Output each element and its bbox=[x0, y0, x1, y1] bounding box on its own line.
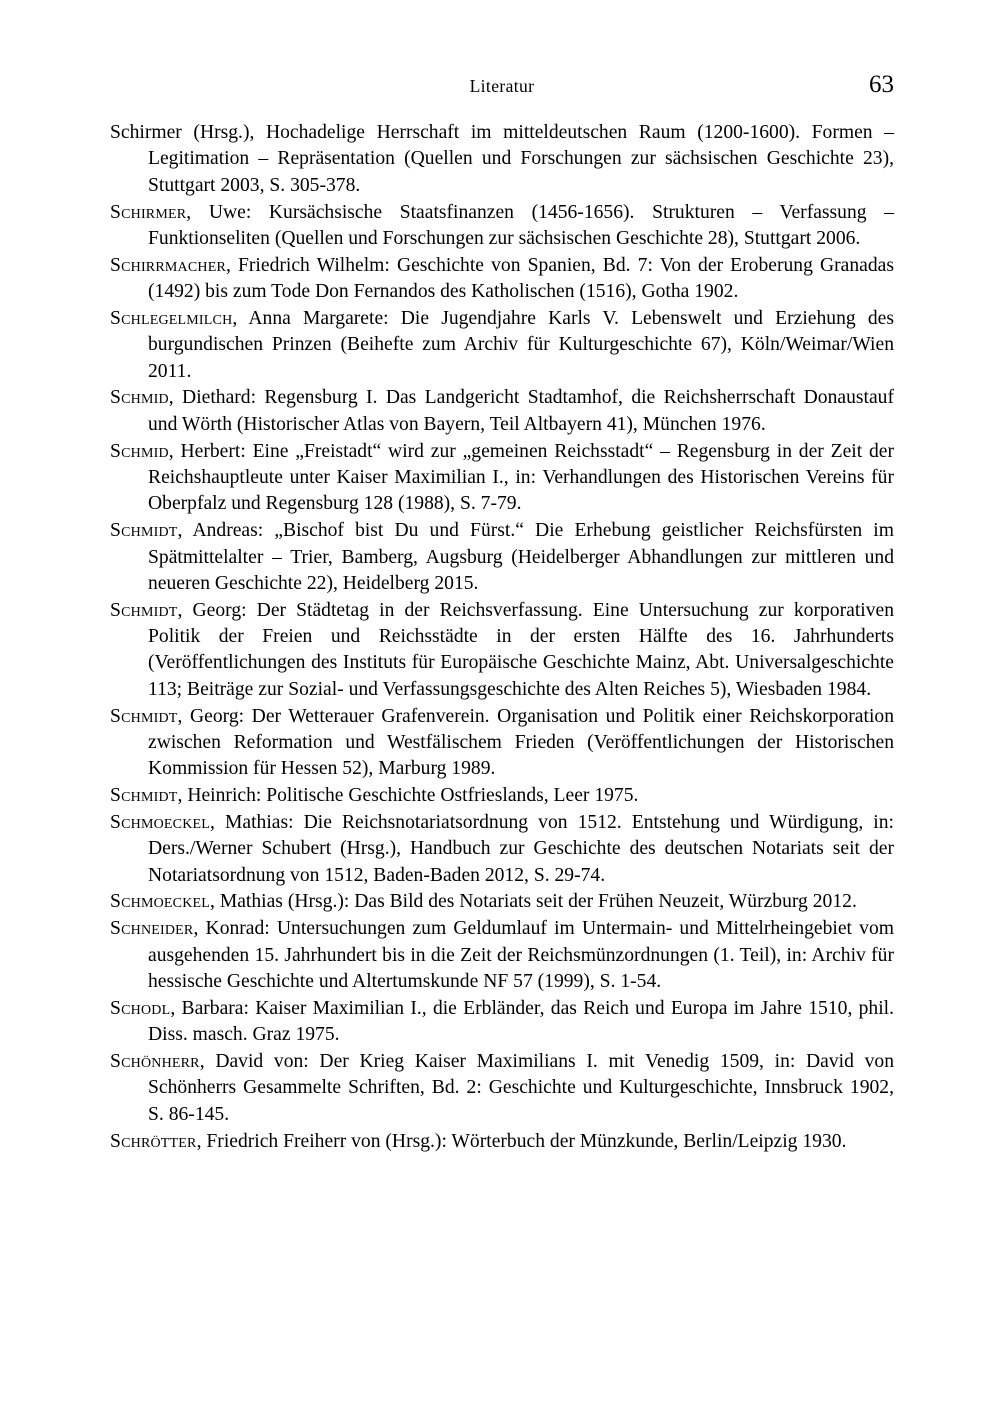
entry-text: , Friedrich Wilhelm: Geschichte von Spanien, Bd. 7: Von der Eroberung Granadas (1492) bis zum Tode Don Fernandos des Katholischen (1516), Gotha 1902. bbox=[148, 254, 894, 303]
bibliography-entry bbox=[110, 1049, 894, 1128]
page-header bbox=[110, 71, 894, 106]
bibliography-entry bbox=[110, 120, 894, 199]
bibliography-entry bbox=[110, 916, 894, 995]
entry-author: Schönherr bbox=[110, 1051, 200, 1073]
bibliography-list bbox=[110, 120, 894, 1155]
page-number: 63 bbox=[869, 71, 894, 98]
entry-text: Schirmer (Hrsg.), Hochadelige Herrschaft im mitteldeutschen Raum (1200-1600). Formen – Legitimation – Repräsentation (Quellen und Forschungen zur sächsischen Geschichte 23), Stuttgart 2003, S. 305-378. bbox=[110, 122, 894, 196]
entry-text: , Mathias (Hrsg.): Das Bild des Notariats seit der Frühen Neuzeit, Würzburg 2012. bbox=[210, 891, 857, 913]
entry-author: Schrötter bbox=[110, 1130, 197, 1152]
entry-author: Schneider bbox=[110, 918, 194, 940]
bibliography-entry bbox=[110, 306, 894, 385]
bibliography-entry bbox=[110, 439, 894, 518]
entry-text: , Barbara: Kaiser Maximilian I., die Erbländer, das Reich und Europa im Jahre 1510, phil. Diss. masch. Graz 1975. bbox=[148, 997, 894, 1046]
entry-text: , Anna Margarete: Die Jugendjahre Karls V. Lebenswelt und Erziehung des burgundischen Prinzen (Beihefte zum Archiv für Kulturgeschichte 67), Köln/Weimar/Wien 2011. bbox=[148, 307, 894, 382]
entry-author: Schodl bbox=[110, 997, 171, 1019]
bibliography-entry bbox=[110, 1129, 894, 1155]
entry-author: Schirrmacher bbox=[110, 254, 226, 276]
entry-text: , Herbert: Eine „Freistadt“ wird zur „gemeinen Reichsstadt“ – Regensburg in der Zeit der Reichshauptleute unter Kaiser Maximilian I., in: Verhandlungen des Historischen Vereins für Oberpfalz und Regensburg 128 (1988), S. 7-79. bbox=[148, 440, 894, 515]
entry-text: , Andreas: „Bischof bist Du und Fürst.“ Die Erhebung geistlicher Reichsfürsten im Spätmittelalter – Trier, Bamberg, Augsburg (Heidelberger Abhandlungen zur mittleren und neueren Geschichte 22), Heidelberg 2015. bbox=[148, 520, 894, 594]
entry-text: , David von: Der Krieg Kaiser Maximilians I. mit Venedig 1509, in: David von Schönherrs Gesammelte Schriften, Bd. 2: Geschichte und Kulturgeschichte, Innsbruck 1902, S. 86-145. bbox=[148, 1051, 894, 1125]
bibliography-entry bbox=[110, 704, 894, 783]
entry-author: Schmoeckel bbox=[110, 891, 211, 913]
bibliography-entry bbox=[110, 996, 894, 1049]
entry-author: Schmid bbox=[110, 440, 169, 462]
entry-author: Schirmer bbox=[110, 201, 187, 223]
entry-text: , Uwe: Kursächsische Staatsfinanzen (1456-1656). Strukturen – Verfassung – Funktionseliten (Quellen und Forschungen zur sächsischen Geschichte 28), Stuttgart 2006. bbox=[148, 201, 894, 249]
bibliography-entry bbox=[110, 598, 894, 703]
entry-text: , Diethard: Regensburg I. Das Landgericht Stadtamhof, die Reichsherrschaft Donaustauf und Wörth (Historischer Atlas von Bayern, Teil Altbayern 41), München 1976. bbox=[148, 387, 894, 435]
bibliography-entry bbox=[110, 889, 894, 915]
entry-author: Schmoeckel bbox=[110, 811, 211, 833]
entry-text: , Georg: Der Wetterauer Grafenverein. Organisation und Politik einer Reichskorporation zwischen Reformation und Westfälischem Frieden (Veröffentlichungen der Historischen Kommission für Hessen 52), Marburg 1989. bbox=[148, 705, 894, 780]
entry-text: , Mathias: Die Reichsnotariatsordnung von 1512. Entstehung und Würdigung, in: Ders./Werner Schubert (Hrsg.), Handbuch zur Geschichte des deutschen Notariats seit der Notariatsordnung von 1512, Baden-Baden 2012, S. 29-74. bbox=[148, 811, 894, 886]
bibliography-entry bbox=[110, 385, 894, 438]
entry-author: Schmidt bbox=[110, 599, 178, 621]
bibliography-entry bbox=[110, 253, 894, 306]
bibliography-entry bbox=[110, 783, 894, 809]
entry-author: Schmid bbox=[110, 387, 169, 409]
running-head: Literatur bbox=[469, 76, 535, 96]
entry-text: , Konrad: Untersuchungen zum Geldumlauf im Untermain- und Mittelrheingebiet vom ausgehenden 15. Jahrhundert bis in die Zeit der Reichsmünzordnungen (1. Teil), in: Archiv für hessische Geschichte und Altertumskunde NF 57 (1999), S. 1-54. bbox=[148, 918, 894, 992]
bibliography-entry bbox=[110, 810, 894, 889]
entry-text: , Friedrich Freiherr von (Hrsg.): Wörterbuch der Münzkunde, Berlin/Leipzig 1930. bbox=[196, 1130, 847, 1152]
entry-author: Schmidt bbox=[110, 520, 178, 542]
bibliography-entry bbox=[110, 518, 894, 597]
entry-author: Schlegelmilch bbox=[110, 307, 233, 329]
entry-text: , Georg: Der Städtetag in der Reichsverfassung. Eine Untersuchung zur korporativen Politik der Freien und Reichsstädte in der ersten Hälfte des 16. Jahrhunderts (Veröffentlichungen des Instituts für Europäische Geschichte Mainz, Abt. Universalgeschichte 113; Beiträge zur Sozial- und Verfassungsgeschichte des Alten Reiches 5), Wiesbaden 1984. bbox=[148, 599, 894, 700]
bibliography-entry bbox=[110, 200, 894, 253]
entry-author: Schmidt bbox=[110, 705, 178, 727]
entry-author: Schmidt bbox=[110, 785, 178, 807]
entry-text: , Heinrich: Politische Geschichte Ostfrieslands, Leer 1975. bbox=[177, 785, 639, 807]
